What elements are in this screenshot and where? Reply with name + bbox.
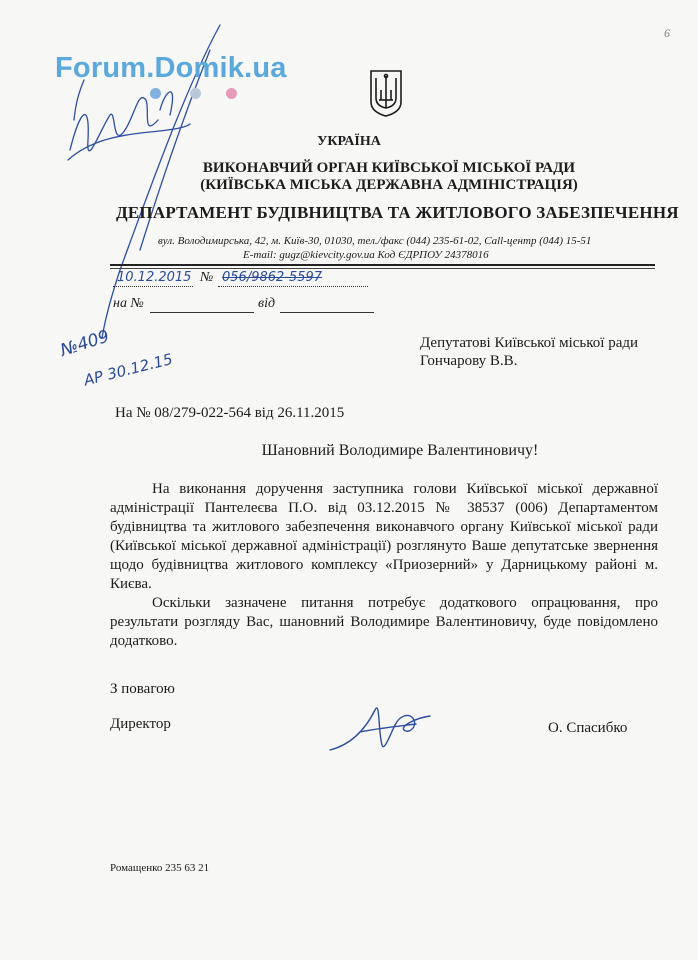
outgoing-date: 10.12.2015	[117, 270, 192, 285]
page-number: 6	[664, 26, 670, 40]
handwritten-reg-number: №409	[58, 326, 112, 362]
number-underline	[218, 286, 368, 287]
outgoing-number: 056/9862-5597	[222, 270, 323, 285]
watermark-dot	[190, 88, 201, 99]
body-paragraph-2: Оскільки зазначене питання потребує додаткового опрацювання, про результати розгляду Вас, шановний Володимире Валентиновичу, буде повідомлено додатково.	[110, 595, 658, 649]
closing: З повагою	[110, 681, 175, 697]
watermark-dot	[150, 88, 161, 99]
watermark-text: Forum.Domik.ua	[55, 52, 287, 84]
incoming-date-blank	[280, 312, 374, 313]
date-underline	[113, 286, 193, 287]
incoming-number-blank	[150, 312, 254, 313]
signer-title: Директор	[110, 716, 171, 732]
header-email: E-mail: gugz@kievcity.gov.ua Код ЄДРПОУ 24378016	[243, 249, 489, 261]
header-country: УКРАЇНА	[317, 134, 381, 149]
header-department: ДЕПАРТАМЕНТ БУДІВНИЦТВА ТА ЖИТЛОВОГО ЗАБЕЗПЕЧЕННЯ	[116, 203, 679, 222]
salutation: Шановний Володимире Валентиновичу!	[261, 442, 539, 459]
header-org-line2: (КИЇВСЬКА МІСЬКА ДЕРЖАВНА АДМІНІСТРАЦІЯ)	[200, 177, 578, 193]
addressee-line1: Депутатові Київської міської ради	[420, 335, 639, 351]
handwritten-reg-date: АР 30.12.15	[82, 350, 175, 390]
addressee-line2: Гончарову В.В.	[420, 353, 518, 369]
watermark-dot	[226, 88, 237, 99]
incoming-date-label: від	[258, 296, 276, 311]
coat-of-arms-icon	[368, 68, 404, 118]
header-org-line1: ВИКОНАВЧИЙ ОРГАН КИЇВСЬКОЇ МІСЬКОЇ РАДИ	[202, 160, 576, 176]
signer-name: О. Спасибко	[548, 720, 628, 736]
outgoing-number-label: №	[200, 270, 214, 285]
header-rule-thin	[110, 268, 655, 269]
incoming-number-label: на №	[113, 296, 144, 311]
signature-mark	[320, 690, 450, 765]
executor-line: Ромащенко 235 63 21	[110, 862, 210, 874]
header-address: вул. Володимирська, 42, м. Київ-30, 01030, тел./факс (044) 235-61-02, Call-центр (044) 15-51	[158, 235, 592, 247]
reference-line: На № 08/279-022-564 від 26.11.2015	[115, 405, 345, 421]
body-paragraph-1: На виконання доручення заступника голови Київської міської державної адміністрації Пантелеєва П.О. від 03.12.2015 № 38537 (006) Департаментом будівництва та житлового забезпечення виконавчого органу Київської міської ради (Київської міської державної адміністрації) розглянуто Ваше депутатське звернення щодо будівництва житлового комплексу «Приозерний» у Дарницькому районі м. Києва.	[110, 481, 658, 592]
header-rule	[110, 264, 655, 266]
